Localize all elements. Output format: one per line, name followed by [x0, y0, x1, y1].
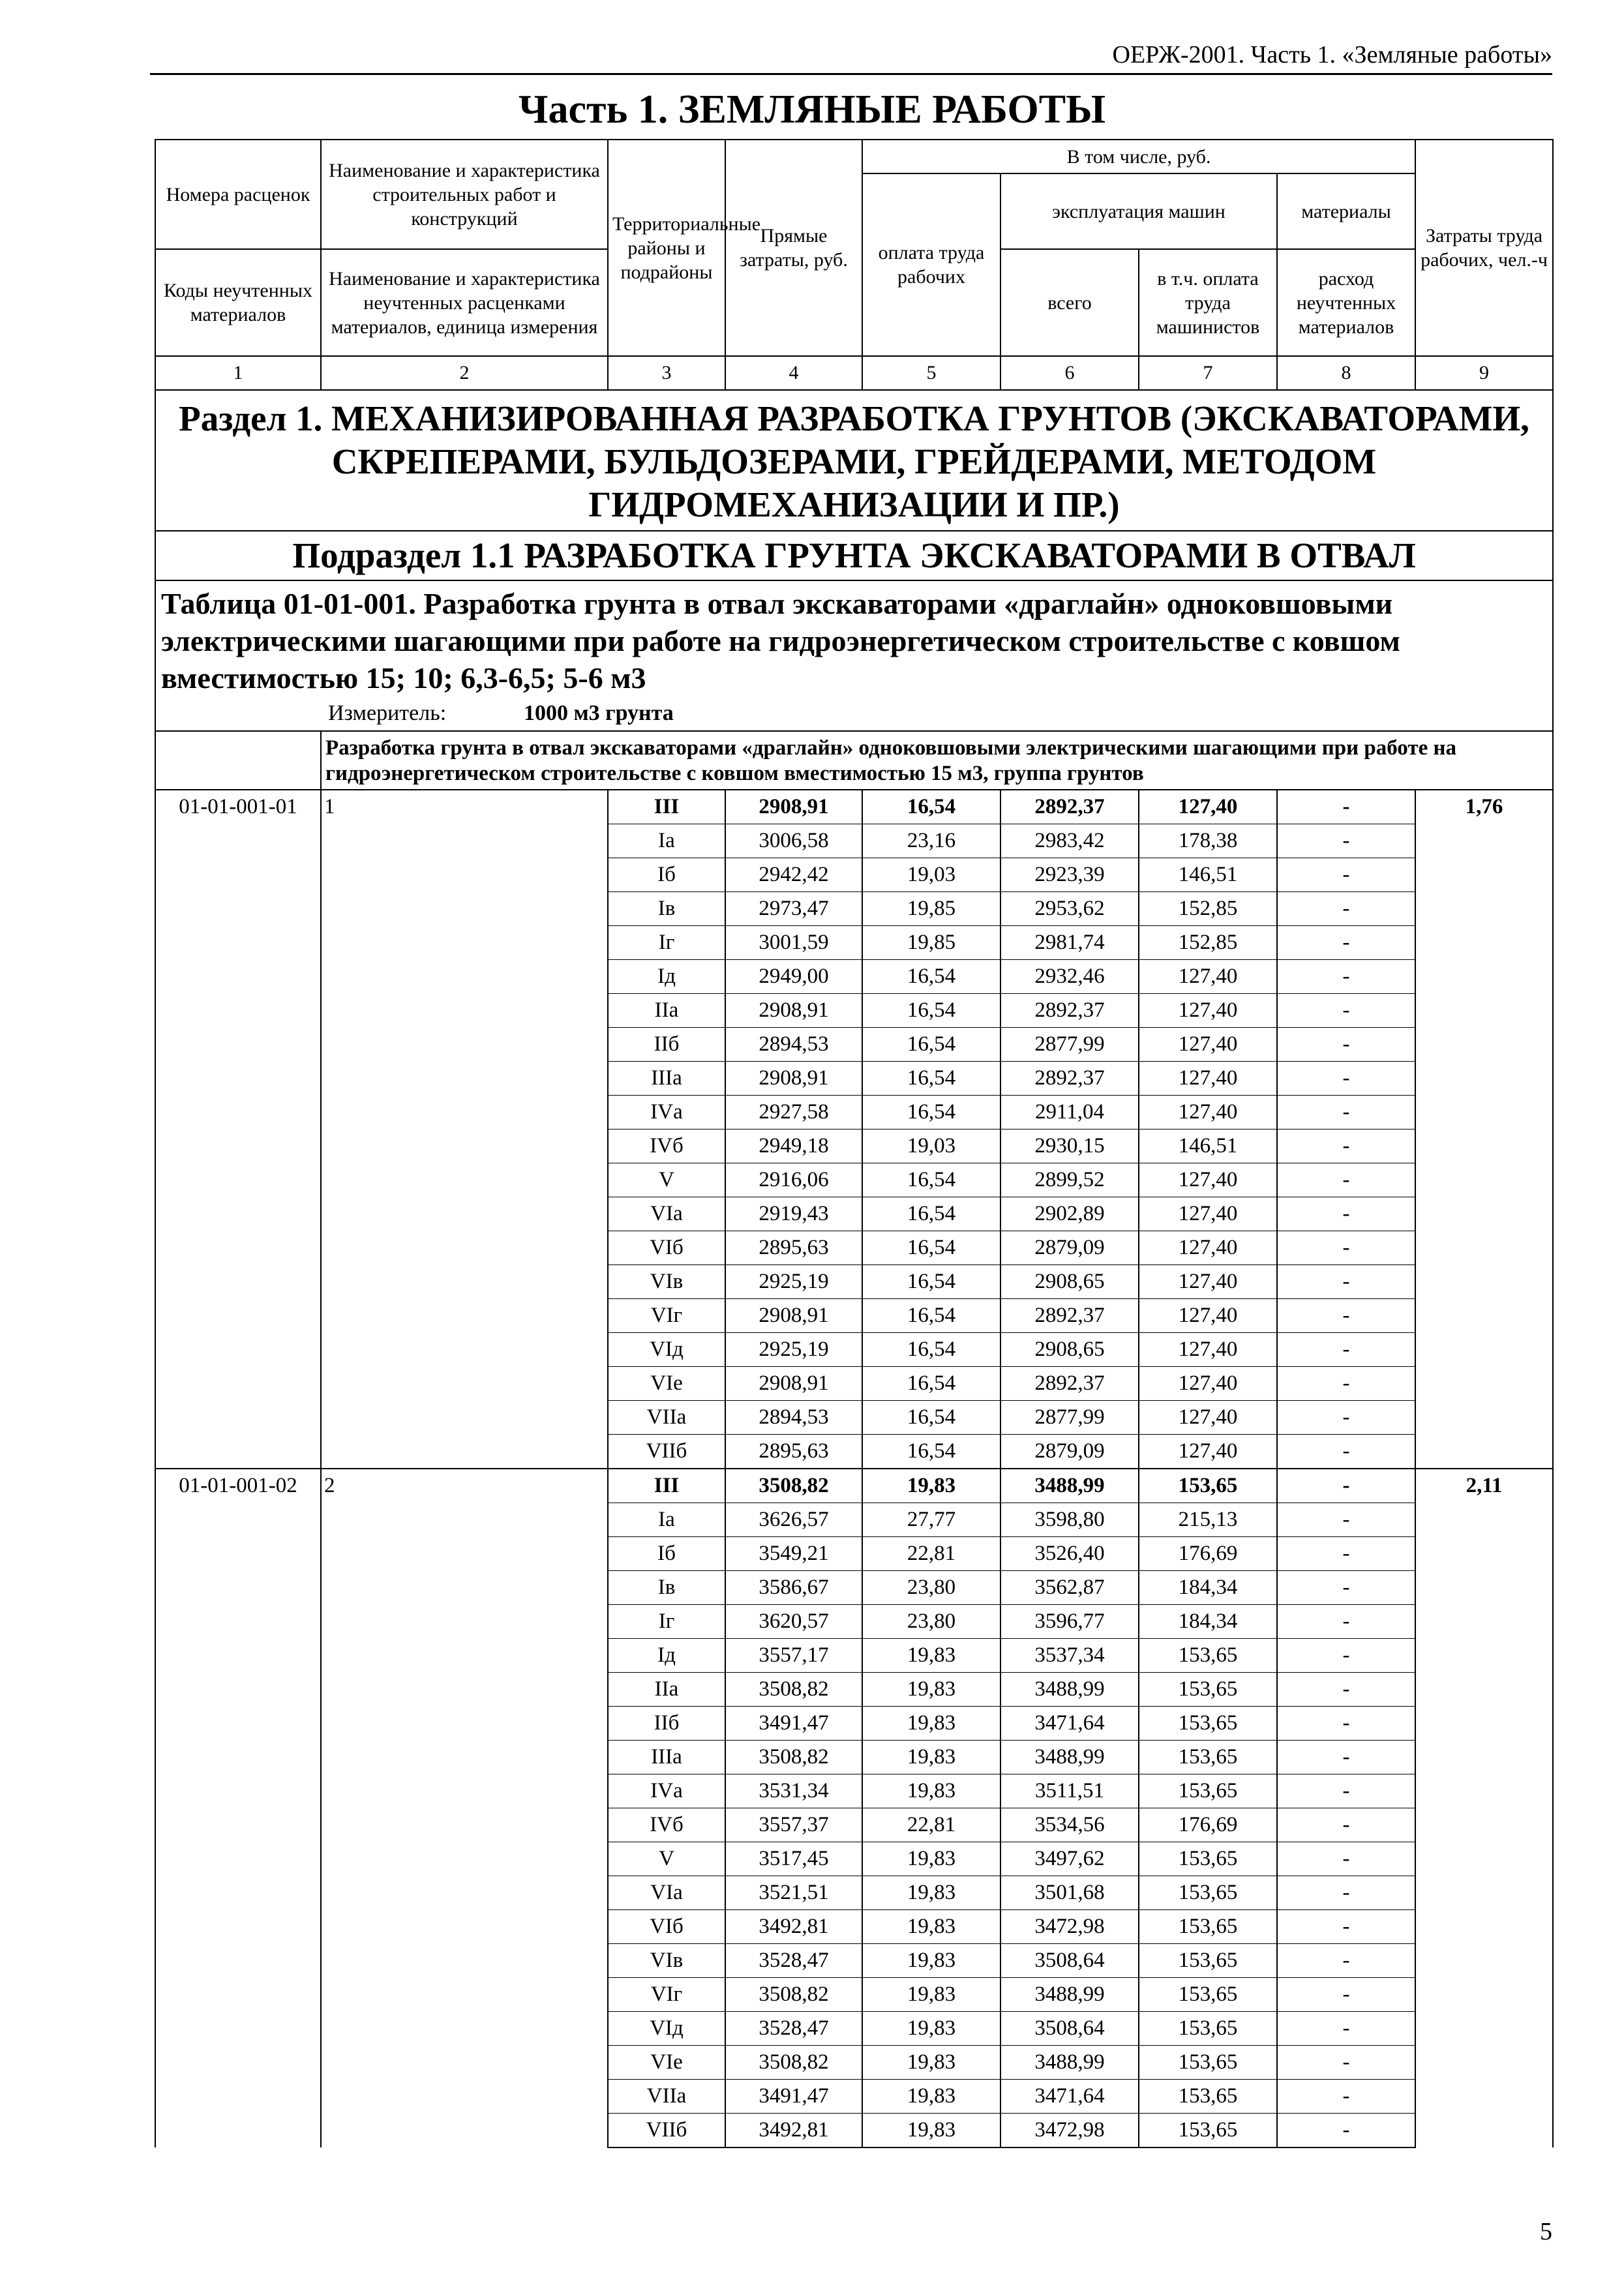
- direct-costs: 3508,82: [725, 1469, 862, 1503]
- group-caption: Разработка грунта в отвал экскаваторами «драглайн» одноковшовыми электрическими шагающими при работе на гидроэнергетическом строительстве с ковшом вместимостью 15 м3, группа грунтов: [321, 731, 1553, 790]
- material-consumption: -: [1277, 2012, 1415, 2046]
- direct-costs: 2925,19: [725, 1265, 862, 1299]
- worker-pay: 16,54: [862, 1197, 1000, 1231]
- material-consumption: -: [1277, 1062, 1415, 1096]
- machinist-pay: 153,65: [1139, 2114, 1277, 2148]
- territorial-district: VIа: [608, 1876, 725, 1910]
- part-title: Часть 1. ЗЕМЛЯНЫЕ РАБОТЫ: [518, 87, 1106, 132]
- machinist-pay: 153,65: [1139, 1944, 1277, 1978]
- material-consumption: -: [1277, 858, 1415, 892]
- machine-total: 3508,64: [1000, 2012, 1139, 2046]
- worker-pay: 19,83: [862, 1842, 1000, 1876]
- direct-costs: 3528,47: [725, 2012, 862, 2046]
- machine-total: 2899,52: [1000, 1163, 1139, 1197]
- material-consumption: -: [1277, 824, 1415, 858]
- machine-total: 3472,98: [1000, 2114, 1139, 2148]
- worker-pay: 16,54: [862, 790, 1000, 824]
- material-consumption: -: [1277, 1096, 1415, 1130]
- machinist-pay: 153,65: [1139, 1469, 1277, 1503]
- machinist-pay: 153,65: [1139, 1774, 1277, 1808]
- material-consumption: -: [1277, 1503, 1415, 1537]
- material-consumption: -: [1277, 1774, 1415, 1808]
- material-consumption: -: [1277, 1333, 1415, 1367]
- territorial-district: VIе: [608, 2046, 725, 2080]
- machinist-pay: 127,40: [1139, 1401, 1277, 1435]
- page-number: 5: [1540, 2218, 1552, 2245]
- machinist-pay: 184,34: [1139, 1605, 1277, 1639]
- territorial-district: Iа: [608, 1503, 725, 1537]
- material-consumption: -: [1277, 1231, 1415, 1265]
- territorial-district: VIIа: [608, 2080, 725, 2114]
- worker-pay: 16,54: [862, 994, 1000, 1028]
- territorial-district: VIIб: [608, 2114, 725, 2148]
- territorial-district: VIг: [608, 1299, 725, 1333]
- direct-costs: 3521,51: [725, 1876, 862, 1910]
- direct-costs: 3001,59: [725, 926, 862, 960]
- direct-costs: 3491,47: [725, 1707, 862, 1741]
- worker-pay: 16,54: [862, 1401, 1000, 1435]
- territorial-district: Iв: [608, 892, 725, 926]
- material-consumption: -: [1277, 2080, 1415, 2114]
- material-consumption: -: [1277, 1469, 1415, 1503]
- territorial-district: V: [608, 1842, 725, 1876]
- table-row: [155, 790, 1553, 824]
- worker-pay: 19,83: [862, 2114, 1000, 2148]
- direct-costs: 2949,18: [725, 1130, 862, 1163]
- machine-total: 3596,77: [1000, 1605, 1139, 1639]
- direct-costs: 2894,53: [725, 1401, 862, 1435]
- machine-total: 2911,04: [1000, 1096, 1139, 1130]
- direct-costs: 2925,19: [725, 1333, 862, 1367]
- material-consumption: -: [1277, 1944, 1415, 1978]
- header-rate-numbers: Номера расценок: [155, 140, 321, 249]
- material-consumption: -: [1277, 2046, 1415, 2080]
- worker-pay: 16,54: [862, 1299, 1000, 1333]
- machine-total: 3488,99: [1000, 1673, 1139, 1707]
- measure-label: Измеритель:: [328, 701, 447, 725]
- rates-table: [155, 139, 1554, 2148]
- machinist-pay: 153,65: [1139, 1876, 1277, 1910]
- material-consumption: -: [1277, 1401, 1415, 1435]
- material-consumption: -: [1277, 1163, 1415, 1197]
- machine-total: 3488,99: [1000, 2046, 1139, 2080]
- direct-costs: 3620,57: [725, 1605, 862, 1639]
- header-including: В том числе, руб.: [862, 140, 1415, 173]
- material-consumption: -: [1277, 926, 1415, 960]
- rate-code: 01-01-001-02: [155, 1469, 321, 2147]
- machinist-pay: 184,34: [1139, 1571, 1277, 1605]
- direct-costs: 2927,58: [725, 1096, 862, 1130]
- territorial-district: VIд: [608, 2012, 725, 2046]
- territorial-district: Iв: [608, 1571, 725, 1605]
- territorial-district: VIв: [608, 1265, 725, 1299]
- machinist-pay: 127,40: [1139, 1028, 1277, 1062]
- territorial-district: Iг: [608, 926, 725, 960]
- direct-costs: 3549,21: [725, 1537, 862, 1571]
- worker-pay: 19,83: [862, 2080, 1000, 2114]
- direct-costs: 3508,82: [725, 1673, 862, 1707]
- table-caption: [155, 580, 1553, 731]
- material-consumption: -: [1277, 1842, 1415, 1876]
- machine-total: 2877,99: [1000, 1401, 1139, 1435]
- machine-total: 3562,87: [1000, 1571, 1139, 1605]
- material-consumption: -: [1277, 1028, 1415, 1062]
- column-number: 5: [862, 356, 1000, 390]
- direct-costs: 2908,91: [725, 1367, 862, 1401]
- direct-costs: 2916,06: [725, 1163, 862, 1197]
- material-consumption: -: [1277, 892, 1415, 926]
- header-machine-operation: эксплуатация машин: [1000, 173, 1277, 249]
- header-machine-total: всего: [1000, 249, 1139, 356]
- machinist-pay: 127,40: [1139, 960, 1277, 994]
- worker-pay: 19,83: [862, 1707, 1000, 1741]
- direct-costs: 2894,53: [725, 1028, 862, 1062]
- machine-total: 2879,09: [1000, 1435, 1139, 1469]
- machinist-pay: 146,51: [1139, 858, 1277, 892]
- material-consumption: -: [1277, 1537, 1415, 1571]
- direct-costs: 3586,67: [725, 1571, 862, 1605]
- machinist-pay: 127,40: [1139, 1333, 1277, 1367]
- machinist-pay: 178,38: [1139, 824, 1277, 858]
- machinist-pay: 127,40: [1139, 1096, 1277, 1130]
- header-worker-pay: оплата труда рабочих: [862, 173, 1000, 356]
- material-consumption: -: [1277, 2114, 1415, 2148]
- machinist-pay: 153,65: [1139, 2046, 1277, 2080]
- direct-costs: 2908,91: [725, 994, 862, 1028]
- direct-costs: 2973,47: [725, 892, 862, 926]
- machine-total: 3488,99: [1000, 1469, 1139, 1503]
- direct-costs: 3492,81: [725, 1910, 862, 1944]
- material-consumption: -: [1277, 1910, 1415, 1944]
- machinist-pay: 127,40: [1139, 1163, 1277, 1197]
- machine-total: 2892,37: [1000, 1062, 1139, 1096]
- material-consumption: -: [1277, 1673, 1415, 1707]
- material-consumption: -: [1277, 994, 1415, 1028]
- territorial-district: VIв: [608, 1944, 725, 1978]
- territorial-district: IIIа: [608, 1062, 725, 1096]
- machinist-pay: 153,65: [1139, 2080, 1277, 2114]
- territorial-district: Iб: [608, 858, 725, 892]
- territorial-district: VIIб: [608, 1435, 725, 1469]
- direct-costs: 3557,37: [725, 1808, 862, 1842]
- header-machinist-pay: в т.ч. оплата труда машинистов: [1139, 249, 1277, 356]
- territorial-district: VIб: [608, 1910, 725, 1944]
- section-title: Раздел 1. МЕХАНИЗИРОВАННАЯ РАЗРАБОТКА ГРУНТОВ (ЭКСКАВАТОРАМИ, СКРЕПЕРАМИ, БУЛЬДОЗЕРАМИ, ГРЕЙДЕРАМИ, МЕТОДОМ ГИДРОМЕХАНИЗАЦИИ И ПР.): [155, 390, 1553, 531]
- direct-costs: 2949,00: [725, 960, 862, 994]
- territorial-district: IVа: [608, 1096, 725, 1130]
- direct-costs: 3492,81: [725, 2114, 862, 2148]
- machinist-pay: 153,65: [1139, 1910, 1277, 1944]
- direct-costs: 2895,63: [725, 1435, 862, 1469]
- territorial-district: Iд: [608, 960, 725, 994]
- machine-total: 2892,37: [1000, 1299, 1139, 1333]
- worker-pay: 19,83: [862, 2046, 1000, 2080]
- column-number: 2: [321, 356, 608, 390]
- machinist-pay: 127,40: [1139, 1231, 1277, 1265]
- machine-total: 3511,51: [1000, 1774, 1139, 1808]
- header-materials: материалы: [1277, 173, 1415, 249]
- worker-pay: 16,54: [862, 1062, 1000, 1096]
- territorial-district: IVб: [608, 1808, 725, 1842]
- machine-total: 3501,68: [1000, 1876, 1139, 1910]
- worker-pay: 16,54: [862, 1096, 1000, 1130]
- rate-code: 01-01-001-01: [155, 790, 321, 1469]
- direct-costs: 3557,17: [725, 1639, 862, 1673]
- machinist-pay: 153,65: [1139, 1707, 1277, 1741]
- machine-total: 2892,37: [1000, 1367, 1139, 1401]
- table-title: Таблица 01-01-001. Разработка грунта в отвал экскаваторами «драглайн» одноковшовыми электрическими шагающими при работе на гидроэнергетическом строительстве с ковшом вместимостью 15; 10; 6,3-6,5; 5-6 м3: [161, 587, 1400, 695]
- header-material-consumption: расход неучтенных материалов: [1277, 249, 1415, 356]
- machine-total: 3488,99: [1000, 1741, 1139, 1774]
- machine-total: 3508,64: [1000, 1944, 1139, 1978]
- machine-total: 3537,34: [1000, 1639, 1139, 1673]
- machinist-pay: 153,65: [1139, 1842, 1277, 1876]
- territorial-district: Iд: [608, 1639, 725, 1673]
- column-number: 1: [155, 356, 321, 390]
- direct-costs: 2908,91: [725, 1299, 862, 1333]
- machine-total: 2892,37: [1000, 790, 1139, 824]
- material-consumption: -: [1277, 1197, 1415, 1231]
- material-consumption: -: [1277, 960, 1415, 994]
- territorial-district: VIIа: [608, 1401, 725, 1435]
- machine-total: 2953,62: [1000, 892, 1139, 926]
- header-direct-costs: Прямые затраты, руб.: [725, 140, 862, 356]
- material-consumption: -: [1277, 790, 1415, 824]
- subsection-title: Подраздел 1.1 РАЗРАБОТКА ГРУНТА ЭКСКАВАТОРАМИ В ОТВАЛ: [155, 531, 1553, 580]
- machinist-pay: 127,40: [1139, 1435, 1277, 1469]
- machine-total: 2879,09: [1000, 1231, 1139, 1265]
- territorial-district: IVа: [608, 1774, 725, 1808]
- worker-pay: 19,83: [862, 1639, 1000, 1673]
- worker-pay: 22,81: [862, 1537, 1000, 1571]
- machinist-pay: 176,69: [1139, 1537, 1277, 1571]
- material-consumption: -: [1277, 1808, 1415, 1842]
- header-labor-costs: Затраты труда рабочих, чел.-ч: [1415, 140, 1553, 356]
- territorial-district: Iб: [608, 1537, 725, 1571]
- territorial-district: VIб: [608, 1231, 725, 1265]
- header-uncounted-materials: Наименование и характеристика неучтенных расценками материалов, единица измерения: [321, 249, 608, 356]
- machine-total: 3598,80: [1000, 1503, 1139, 1537]
- machinist-pay: 127,40: [1139, 1062, 1277, 1096]
- worker-pay: 19,83: [862, 1910, 1000, 1944]
- territorial-district: VIг: [608, 1978, 725, 2012]
- machinist-pay: 153,65: [1139, 1639, 1277, 1673]
- worker-pay: 16,54: [862, 1163, 1000, 1197]
- header-work-name: Наименование и характеристика строительных работ и конструкций: [321, 140, 608, 249]
- material-consumption: -: [1277, 1978, 1415, 2012]
- worker-pay: 19,83: [862, 1978, 1000, 2012]
- rate-name: 1: [321, 790, 608, 1469]
- machinist-pay: 127,40: [1139, 1367, 1277, 1401]
- measure-value: 1000 м3 грунта: [524, 701, 674, 725]
- machine-total: 2902,89: [1000, 1197, 1139, 1231]
- worker-pay: 19,83: [862, 1673, 1000, 1707]
- material-consumption: -: [1277, 1639, 1415, 1673]
- column-number: 3: [608, 356, 725, 390]
- machinist-pay: 215,13: [1139, 1503, 1277, 1537]
- direct-costs: 2919,43: [725, 1197, 862, 1231]
- worker-pay: 19,83: [862, 1469, 1000, 1503]
- direct-costs: 3517,45: [725, 1842, 862, 1876]
- direct-costs: 2908,91: [725, 1062, 862, 1096]
- territorial-district: VIд: [608, 1333, 725, 1367]
- header-rule: [150, 73, 1552, 75]
- territorial-district: VIе: [608, 1367, 725, 1401]
- direct-costs: 2895,63: [725, 1231, 862, 1265]
- machinist-pay: 153,65: [1139, 1978, 1277, 2012]
- machine-total: 2923,39: [1000, 858, 1139, 892]
- machinist-pay: 127,40: [1139, 994, 1277, 1028]
- worker-pay: 27,77: [862, 1503, 1000, 1537]
- direct-costs: 3531,34: [725, 1774, 862, 1808]
- direct-costs: 3508,82: [725, 1978, 862, 2012]
- worker-pay: 19,85: [862, 926, 1000, 960]
- territorial-district: III: [608, 1469, 725, 1503]
- territorial-district: IVб: [608, 1130, 725, 1163]
- worker-pay: 23,80: [862, 1605, 1000, 1639]
- territorial-district: V: [608, 1163, 725, 1197]
- machine-total: 2908,65: [1000, 1265, 1139, 1299]
- direct-costs: 3508,82: [725, 2046, 862, 2080]
- machine-total: 3471,64: [1000, 2080, 1139, 2114]
- column-number: 6: [1000, 356, 1139, 390]
- territorial-district: IIа: [608, 1673, 725, 1707]
- direct-costs: 3006,58: [725, 824, 862, 858]
- material-consumption: -: [1277, 1130, 1415, 1163]
- direct-costs: 2942,42: [725, 858, 862, 892]
- worker-pay: 16,54: [862, 1028, 1000, 1062]
- worker-pay: 19,83: [862, 1944, 1000, 1978]
- machine-total: 3472,98: [1000, 1910, 1139, 1944]
- territorial-district: IIа: [608, 994, 725, 1028]
- direct-costs: 3626,57: [725, 1503, 862, 1537]
- labor-costs: 2,11: [1415, 1469, 1553, 2147]
- territorial-district: Iа: [608, 824, 725, 858]
- labor-costs: 1,76: [1415, 790, 1553, 1469]
- direct-costs: 3491,47: [725, 2080, 862, 2114]
- material-consumption: -: [1277, 1605, 1415, 1639]
- territorial-district: VIа: [608, 1197, 725, 1231]
- column-number: 8: [1277, 356, 1415, 390]
- machine-total: 3488,99: [1000, 1978, 1139, 2012]
- worker-pay: 19,83: [862, 2012, 1000, 2046]
- worker-pay: 16,54: [862, 1435, 1000, 1469]
- machine-total: 2908,65: [1000, 1333, 1139, 1367]
- material-consumption: -: [1277, 1265, 1415, 1299]
- material-consumption: -: [1277, 1707, 1415, 1741]
- worker-pay: 16,54: [862, 1265, 1000, 1299]
- machine-total: 2877,99: [1000, 1028, 1139, 1062]
- machine-total: 2892,37: [1000, 994, 1139, 1028]
- material-consumption: -: [1277, 1741, 1415, 1774]
- worker-pay: 19,03: [862, 1130, 1000, 1163]
- worker-pay: 16,54: [862, 1231, 1000, 1265]
- table-row: [155, 1469, 1553, 1503]
- worker-pay: 19,83: [862, 1876, 1000, 1910]
- machine-total: 3534,56: [1000, 1808, 1139, 1842]
- worker-pay: 16,54: [862, 1367, 1000, 1401]
- machinist-pay: 153,65: [1139, 1673, 1277, 1707]
- machinist-pay: 127,40: [1139, 790, 1277, 824]
- running-head: ОЕРЖ-2001. Часть 1. «Земляные работы»: [1112, 41, 1552, 68]
- direct-costs: 3528,47: [725, 1944, 862, 1978]
- machine-total: 2930,15: [1000, 1130, 1139, 1163]
- worker-pay: 19,85: [862, 892, 1000, 926]
- worker-pay: 22,81: [862, 1808, 1000, 1842]
- rate-name: 2: [321, 1469, 608, 2147]
- direct-costs: 3508,82: [725, 1741, 862, 1774]
- column-number: 7: [1139, 356, 1277, 390]
- territorial-district: III: [608, 790, 725, 824]
- territorial-district: Iг: [608, 1605, 725, 1639]
- column-number: 9: [1415, 356, 1553, 390]
- material-consumption: -: [1277, 1571, 1415, 1605]
- material-consumption: -: [1277, 1876, 1415, 1910]
- machine-total: 2932,46: [1000, 960, 1139, 994]
- material-consumption: -: [1277, 1367, 1415, 1401]
- machinist-pay: 153,65: [1139, 2012, 1277, 2046]
- machine-total: 3497,62: [1000, 1842, 1139, 1876]
- machinist-pay: 153,65: [1139, 1741, 1277, 1774]
- machine-total: 2981,74: [1000, 926, 1139, 960]
- machinist-pay: 152,85: [1139, 892, 1277, 926]
- worker-pay: 19,03: [862, 858, 1000, 892]
- machine-total: 3471,64: [1000, 1707, 1139, 1741]
- header-uncounted-material-codes: Коды неучтенных материалов: [155, 249, 321, 356]
- machinist-pay: 176,69: [1139, 1808, 1277, 1842]
- machinist-pay: 152,85: [1139, 926, 1277, 960]
- territorial-district: IIIа: [608, 1741, 725, 1774]
- group-caption-spacer: [155, 731, 321, 790]
- header-territorial-districts: Территориальные районы и подрайоны: [608, 140, 725, 356]
- material-consumption: -: [1277, 1299, 1415, 1333]
- column-number: 4: [725, 356, 862, 390]
- machinist-pay: 127,40: [1139, 1265, 1277, 1299]
- worker-pay: 16,54: [862, 1333, 1000, 1367]
- worker-pay: 23,80: [862, 1571, 1000, 1605]
- machinist-pay: 146,51: [1139, 1130, 1277, 1163]
- worker-pay: 19,83: [862, 1741, 1000, 1774]
- machinist-pay: 127,40: [1139, 1197, 1277, 1231]
- machine-total: 3526,40: [1000, 1537, 1139, 1571]
- worker-pay: 19,83: [862, 1774, 1000, 1808]
- worker-pay: 16,54: [862, 960, 1000, 994]
- material-consumption: -: [1277, 1435, 1415, 1469]
- direct-costs: 2908,91: [725, 790, 862, 824]
- territorial-district: IIб: [608, 1028, 725, 1062]
- machine-total: 2983,42: [1000, 824, 1139, 858]
- measure-line: [161, 696, 1547, 730]
- machinist-pay: 127,40: [1139, 1299, 1277, 1333]
- territorial-district: IIб: [608, 1707, 725, 1741]
- worker-pay: 23,16: [862, 824, 1000, 858]
